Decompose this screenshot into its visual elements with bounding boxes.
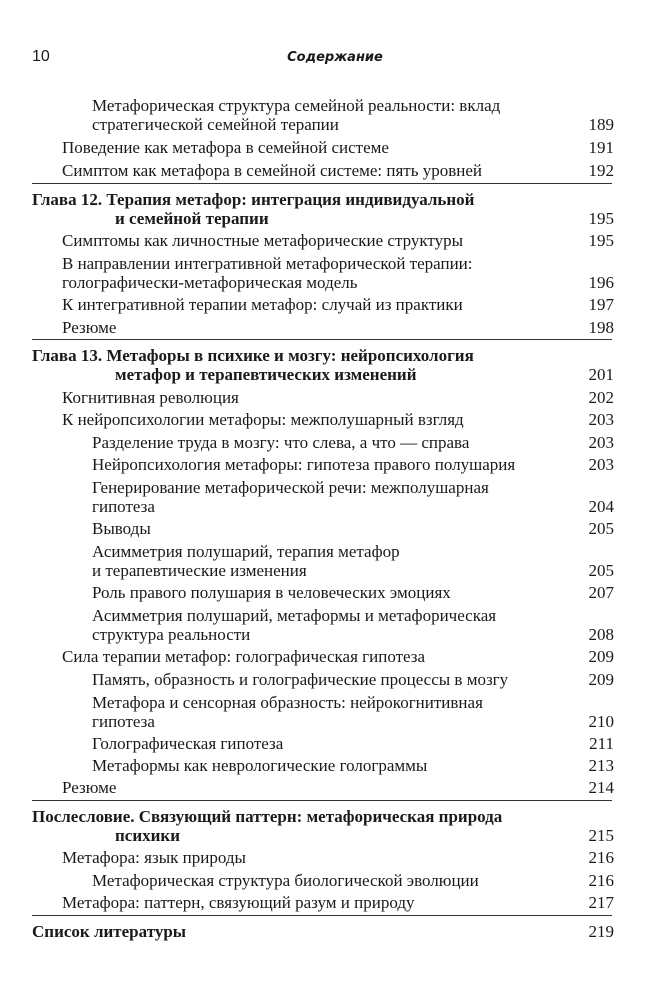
toc-entry-title	[62, 161, 482, 180]
chapter-divider	[32, 183, 612, 184]
toc-entry-title	[62, 254, 473, 292]
toc-entry-line: Роль правого полушария в человеческих эмоциях	[92, 583, 451, 602]
toc-page-number: 192	[588, 161, 614, 180]
toc-entry-title	[92, 96, 500, 134]
toc-entry-line: Список литературы	[32, 922, 187, 941]
toc-page-number: 216	[588, 848, 614, 867]
toc-entry-title	[62, 231, 463, 250]
toc-page-number: 214	[588, 778, 614, 797]
toc-entry-line: психики	[115, 826, 181, 845]
toc-entry-line: Симптом как метафора в семейной системе: пять уровней	[62, 161, 483, 180]
toc-entry-line: стратегической семейной терапии	[92, 115, 339, 134]
toc-entry-line: Резюме	[62, 778, 117, 797]
toc-entry-title	[92, 583, 451, 602]
chapter-divider	[32, 800, 612, 801]
toc-entry-line: Сила терапии метафор: голографическая гипотеза	[62, 647, 426, 666]
toc-entry-line: гипотеза	[92, 497, 155, 516]
toc-page-number: 197	[588, 295, 614, 314]
toc-entry-line: Метафора: паттерн, связующий разум и природу	[62, 893, 415, 912]
toc-entry-title	[92, 455, 515, 474]
toc-entry-line: Нейропсихология метафоры: гипотеза правого полушария	[92, 455, 516, 474]
toc-page-number: 205	[588, 561, 614, 580]
toc-entry-title	[92, 756, 427, 775]
toc-entry-title	[62, 647, 425, 666]
toc-entry-title	[92, 670, 508, 689]
running-title: Содержание	[287, 50, 383, 65]
toc-entry-line: Поведение как метафора в семейной системе	[62, 138, 389, 157]
toc-entry-line: Метафорическая структура биологической эволюции	[92, 871, 479, 890]
toc-entry-line: К нейропсихологии метафоры: межполушарный взгляд	[62, 410, 464, 429]
toc-entry-title	[32, 807, 502, 845]
toc-entry-line: и терапевтические изменения	[92, 561, 307, 580]
toc-page-number: 213	[588, 756, 614, 775]
toc-entry-line: Метаформы как неврологические голограммы	[92, 756, 428, 775]
toc-entry-line: Память, образность и голографические процессы в мозгу	[92, 670, 509, 689]
toc-page-number: 207	[588, 583, 614, 602]
toc-page-number: 203	[588, 410, 614, 429]
toc-page-number: 205	[588, 519, 614, 538]
toc-entry-line: Глава 13. Метафоры в психике и мозгу: нейропсихология	[32, 346, 474, 365]
toc-entry-title	[92, 478, 489, 516]
toc-page-number: 217	[588, 893, 614, 912]
toc-entry-line: Разделение труда в мозгу: что слева, а что — справа	[92, 433, 470, 452]
toc-entry-title	[92, 871, 479, 890]
toc-entry-line: Метафора: язык природы	[62, 848, 246, 867]
toc-page-number: 202	[588, 388, 614, 407]
toc-entry-line: гипотеза	[92, 712, 155, 731]
chapter-divider	[32, 915, 612, 916]
toc-entry-title	[92, 433, 469, 452]
toc-entry-title	[92, 519, 151, 538]
toc-page-number: 196	[588, 273, 614, 292]
toc-entry-title	[62, 893, 415, 912]
toc-entry-title	[62, 318, 116, 337]
toc-page-number: 216	[588, 871, 614, 890]
toc-page-number: 209	[588, 647, 614, 666]
toc-page-number: 204	[588, 497, 614, 516]
toc-entry-title	[62, 295, 463, 314]
toc-page-number: 203	[588, 455, 614, 474]
toc-page-number: 209	[588, 670, 614, 689]
toc-entry-line: Асимметрия полушарий, метаформы и метафорическая	[92, 606, 497, 625]
toc-page-number: 198	[588, 318, 614, 337]
toc-entry-title	[32, 190, 474, 228]
toc-entry-line: Голографическая гипотеза	[92, 734, 284, 753]
toc-page-number: 215	[588, 826, 614, 845]
toc-page-number: 211	[589, 734, 614, 753]
toc-entry-line: структура реальности	[92, 625, 251, 644]
toc-entry-line: Выводы	[92, 519, 151, 538]
toc-page-number: 203	[588, 433, 614, 452]
toc-entry-title	[32, 922, 186, 941]
toc-entry-line: голографически-метафорическая модель	[62, 273, 358, 292]
toc-entry-title	[62, 778, 116, 797]
toc-entry-line: Резюме	[62, 318, 117, 337]
chapter-divider	[32, 339, 612, 340]
toc-page-number: 201	[588, 365, 614, 384]
toc-entry-title	[62, 388, 239, 407]
toc-entry-title	[62, 410, 464, 429]
page-number: 10	[32, 48, 50, 65]
toc-entry-line: Генерирование метафорической речи: межполушарная	[92, 478, 489, 497]
toc-entry-line: В направлении интегративной метафорической терапии:	[62, 254, 473, 273]
toc-entry-line: и семейной терапии	[115, 209, 269, 228]
toc-entry-line: Метафорическая структура семейной реальности: вклад	[92, 96, 501, 115]
toc-entry-title	[62, 138, 389, 157]
toc-entry-line: Симптомы как личностные метафорические структуры	[62, 231, 464, 250]
toc-page-number: 210	[588, 712, 614, 731]
toc-entry-line: Послесловие. Связующий паттерн: метафорическая природа	[32, 807, 503, 826]
toc-entry-line: Метафора и сенсорная образность: нейрокогнитивная	[92, 693, 483, 712]
toc-entry-title	[62, 848, 246, 867]
toc-page-number: 219	[588, 922, 614, 941]
toc-page-number: 195	[588, 209, 614, 228]
toc-entry-title	[92, 734, 283, 753]
toc-entry-line: Глава 12. Терапия метафор: интеграция индивидуальной	[32, 190, 475, 209]
toc-entry-line: К интегративной терапии метафор: случай из практики	[62, 295, 463, 314]
toc-entry-title	[32, 346, 474, 384]
toc-entry-line: Когнитивная революция	[62, 388, 239, 407]
toc-entry-title	[92, 542, 400, 580]
toc-entry-line: Асимметрия полушарий, терапия метафор	[92, 542, 400, 561]
toc-entry-title	[92, 693, 483, 731]
toc-page-number: 189	[588, 115, 614, 134]
toc-page-number: 191	[588, 138, 614, 157]
toc-page-number: 208	[588, 625, 614, 644]
toc-entry-line: метафор и терапевтических изменений	[115, 365, 417, 384]
toc-page-number: 195	[588, 231, 614, 250]
toc-entry-title	[92, 606, 496, 644]
